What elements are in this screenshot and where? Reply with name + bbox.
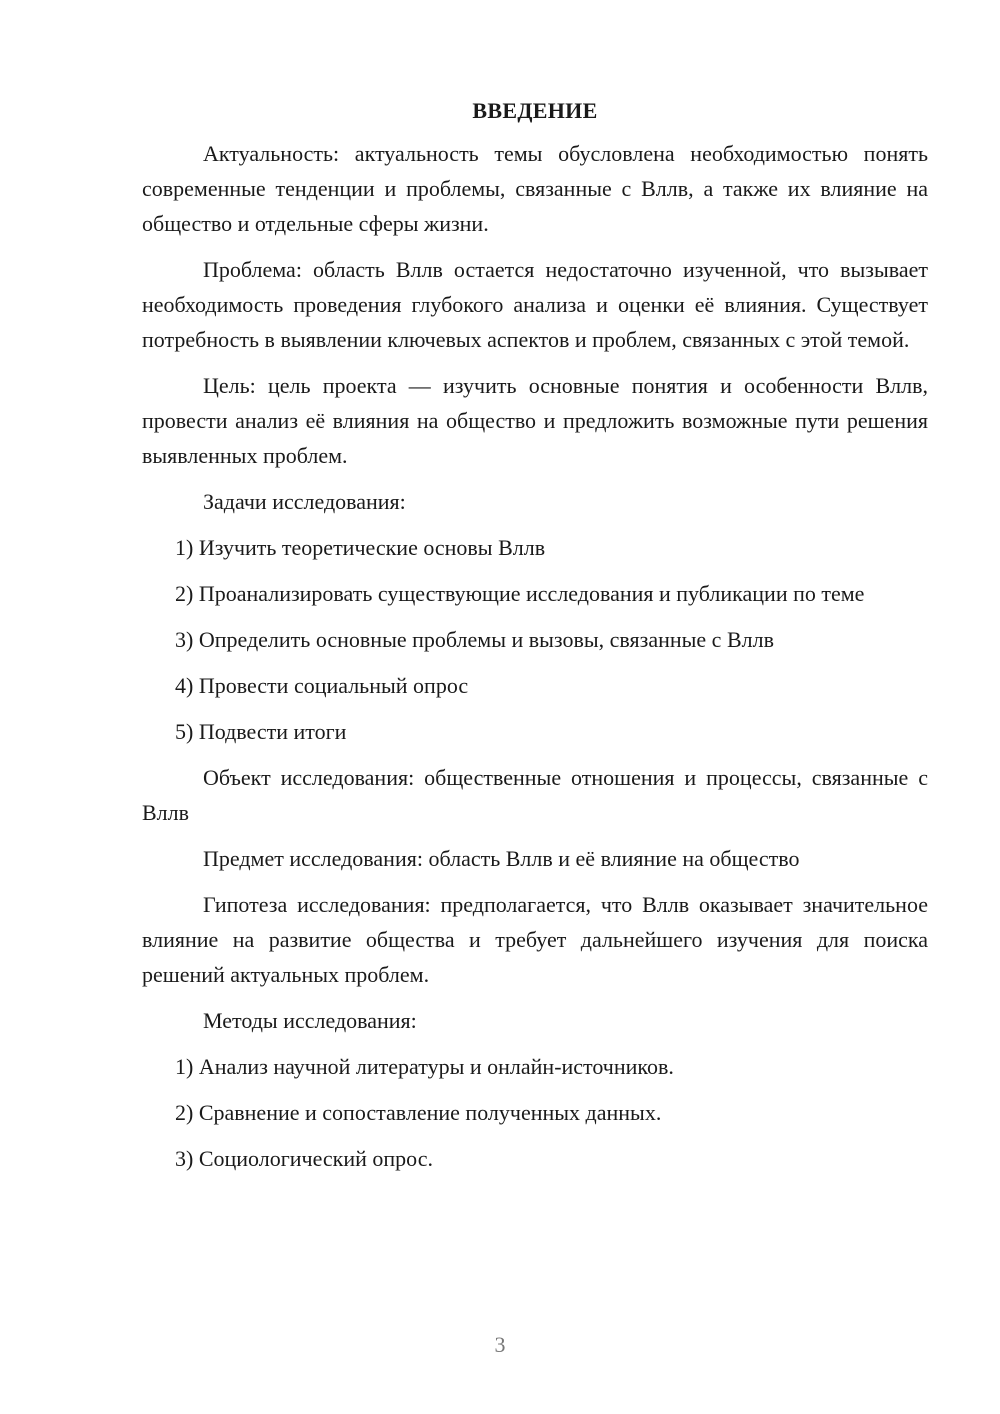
hypothesis-paragraph: Гипотеза исследования: предполагается, что Вллв оказывает значительное влияние на развитие общества и требует дальнейшего изучения для поиска решений актуальных проблем. <box>142 892 928 987</box>
method-item: 1) Анализ научной литературы и онлайн-источников. <box>175 1054 674 1079</box>
task-item: 3) Определить основные проблемы и вызовы, связанные с Вллв <box>175 627 774 652</box>
task-item: 1) Изучить теоретические основы Вллв <box>175 535 546 560</box>
subject-paragraph: Предмет исследования: область Вллв и её влияние на общество <box>203 846 800 871</box>
object-paragraph: Объект исследования: общественные отношения и процессы, связанные с Вллв <box>142 765 928 825</box>
method-item: 3) Социологический опрос. <box>175 1146 433 1171</box>
method-item: 2) Сравнение и сопоставление полученных данных. <box>175 1100 662 1125</box>
task-item: 2) Проанализировать существующие исследования и публикации по теме <box>175 581 865 606</box>
goal-paragraph: Цель: цель проекта — изучить основные понятия и особенности Вллв, провести анализ её влияния на общество и предложить возможные пути решения выявленных проблем. <box>142 373 928 468</box>
relevance-paragraph: Актуальность: актуальность темы обусловлена необходимостью понять современные тенденции и проблемы, связанные с Вллв, а также их влияние на общество и отдельные сферы жизни. <box>142 141 928 236</box>
methods-heading: Методы исследования: <box>203 1008 417 1033</box>
page-title: ВВЕДЕНИЕ <box>472 98 598 123</box>
tasks-heading: Задачи исследования: <box>203 489 406 514</box>
problem-paragraph: Проблема: область Вллв остается недостаточно изученной, что вызывает необходимость проведения глубокого анализа и оценки её влияния. Существует потребность в выявлении ключевых аспектов и проблем, связанных с этой темой. <box>142 257 928 352</box>
document-page <box>142 96 928 1187</box>
task-item: 4) Провести социальный опрос <box>175 673 469 698</box>
task-item: 5) Подвести итоги <box>175 719 347 744</box>
page-number: 3 <box>494 1332 506 1357</box>
